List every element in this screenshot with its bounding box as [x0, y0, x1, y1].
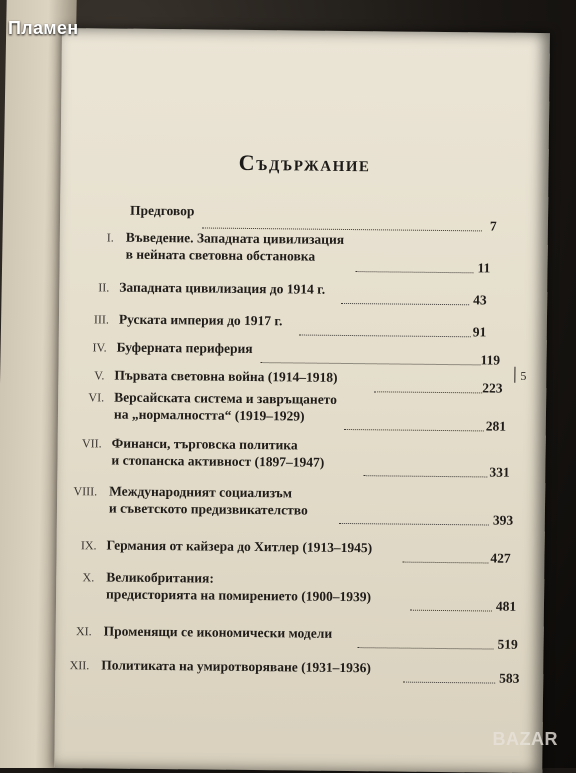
entry-number: VIII. [53, 484, 97, 499]
entry-title-line: и съветското предизвикателство [109, 500, 308, 519]
entry-title [119, 279, 325, 298]
entry-title-line: Въведение. Западната цивилизация [126, 229, 344, 248]
toc-entry [56, 616, 496, 653]
entry-title [130, 202, 195, 220]
entry-number: VII. [58, 436, 102, 451]
entry-title-line: в нейната световна обстановка [126, 246, 344, 265]
entry-page: 223 [482, 380, 502, 396]
entry-page: 119 [480, 352, 500, 368]
toc-entry [56, 530, 496, 567]
entry-title-line: Променящи се икономически модели [104, 622, 333, 641]
entry-title [111, 435, 324, 471]
toc-entry [55, 650, 495, 687]
entry-title-line: Предговор [130, 202, 195, 220]
entry-number: X. [50, 570, 94, 585]
page-number-divider [514, 367, 515, 383]
entry-page: 11 [477, 260, 490, 276]
entry-page: 519 [497, 637, 517, 653]
entry-number: IX. [53, 538, 97, 553]
entry-number: XI. [48, 624, 92, 639]
entry-page: 427 [490, 551, 510, 567]
leader-dots [341, 303, 469, 305]
entry-number: XII. [45, 658, 89, 673]
user-name-watermark: Пламен [8, 18, 78, 39]
leader-dots [403, 682, 495, 684]
entry-number: III. [65, 312, 109, 327]
entry-title [117, 339, 253, 357]
entry-page: 393 [493, 513, 513, 529]
leader-dots [355, 271, 473, 273]
leader-dots [363, 475, 487, 477]
page-number: 5 [520, 369, 526, 384]
page-title: Съдържание [60, 148, 548, 179]
entry-title-line: Германия от кайзера до Хитлер (1913–1945) [106, 536, 372, 556]
entry-number: II. [65, 280, 109, 295]
entry-title [114, 389, 337, 425]
entry-title [106, 536, 372, 556]
entry-number: VI. [60, 390, 104, 405]
entry-title-line: Версайската система и завръщането [114, 389, 337, 408]
entry-title-line: на „нормалността“ (1919–1929) [114, 406, 337, 425]
entry-title-line: предисторията на помирението (1900–1939) [106, 585, 371, 605]
entry-title [101, 656, 371, 676]
bazar-logo: BAZAR [493, 729, 559, 750]
leader-dots [344, 429, 484, 431]
entry-number: I. [70, 230, 114, 245]
entry-title-line: Великобритания: [106, 568, 371, 588]
entry-page: 331 [489, 465, 509, 481]
entry-title-line: Първата световна война (1914–1918) [114, 367, 337, 386]
entry-page: 7 [490, 218, 497, 234]
toc-entry [56, 566, 496, 615]
entry-title [106, 568, 371, 605]
entry-title-line: Международният социализъм [109, 483, 308, 502]
entry-title-line: Руската империя до 1917 г. [119, 311, 283, 330]
leader-dots [339, 523, 489, 526]
book-page [54, 28, 550, 773]
entry-title-line: Политиката на умиротворяване (1931–1936) [101, 656, 371, 676]
entry-title [114, 367, 337, 386]
entry-title-line: Буферната периферия [117, 339, 253, 357]
leader-dots [358, 647, 494, 649]
entry-number: IV. [63, 340, 107, 355]
entry-title [104, 622, 333, 641]
toc-entry [59, 272, 499, 309]
entry-title-line: Финанси, търговска политика [112, 435, 325, 454]
entry-page: 91 [473, 324, 487, 340]
entry-title [109, 483, 308, 519]
toc-entry [59, 228, 499, 277]
toc-entry [58, 386, 498, 435]
leader-dots [410, 610, 492, 612]
entry-title-line: Западната цивилизация до 1914 г. [119, 279, 325, 298]
entry-title-line: и стопанска активност (1897–1947) [111, 452, 324, 471]
entry-page: 281 [486, 418, 506, 434]
entry-number: V. [60, 368, 104, 383]
entry-title [126, 229, 345, 265]
entry-page: 481 [496, 599, 516, 615]
entry-page: 43 [473, 292, 487, 308]
entry-page: 583 [499, 671, 519, 687]
leader-dots [402, 562, 488, 564]
toc-entry [57, 480, 497, 529]
entry-title [119, 311, 283, 330]
toc-entry [57, 432, 497, 481]
